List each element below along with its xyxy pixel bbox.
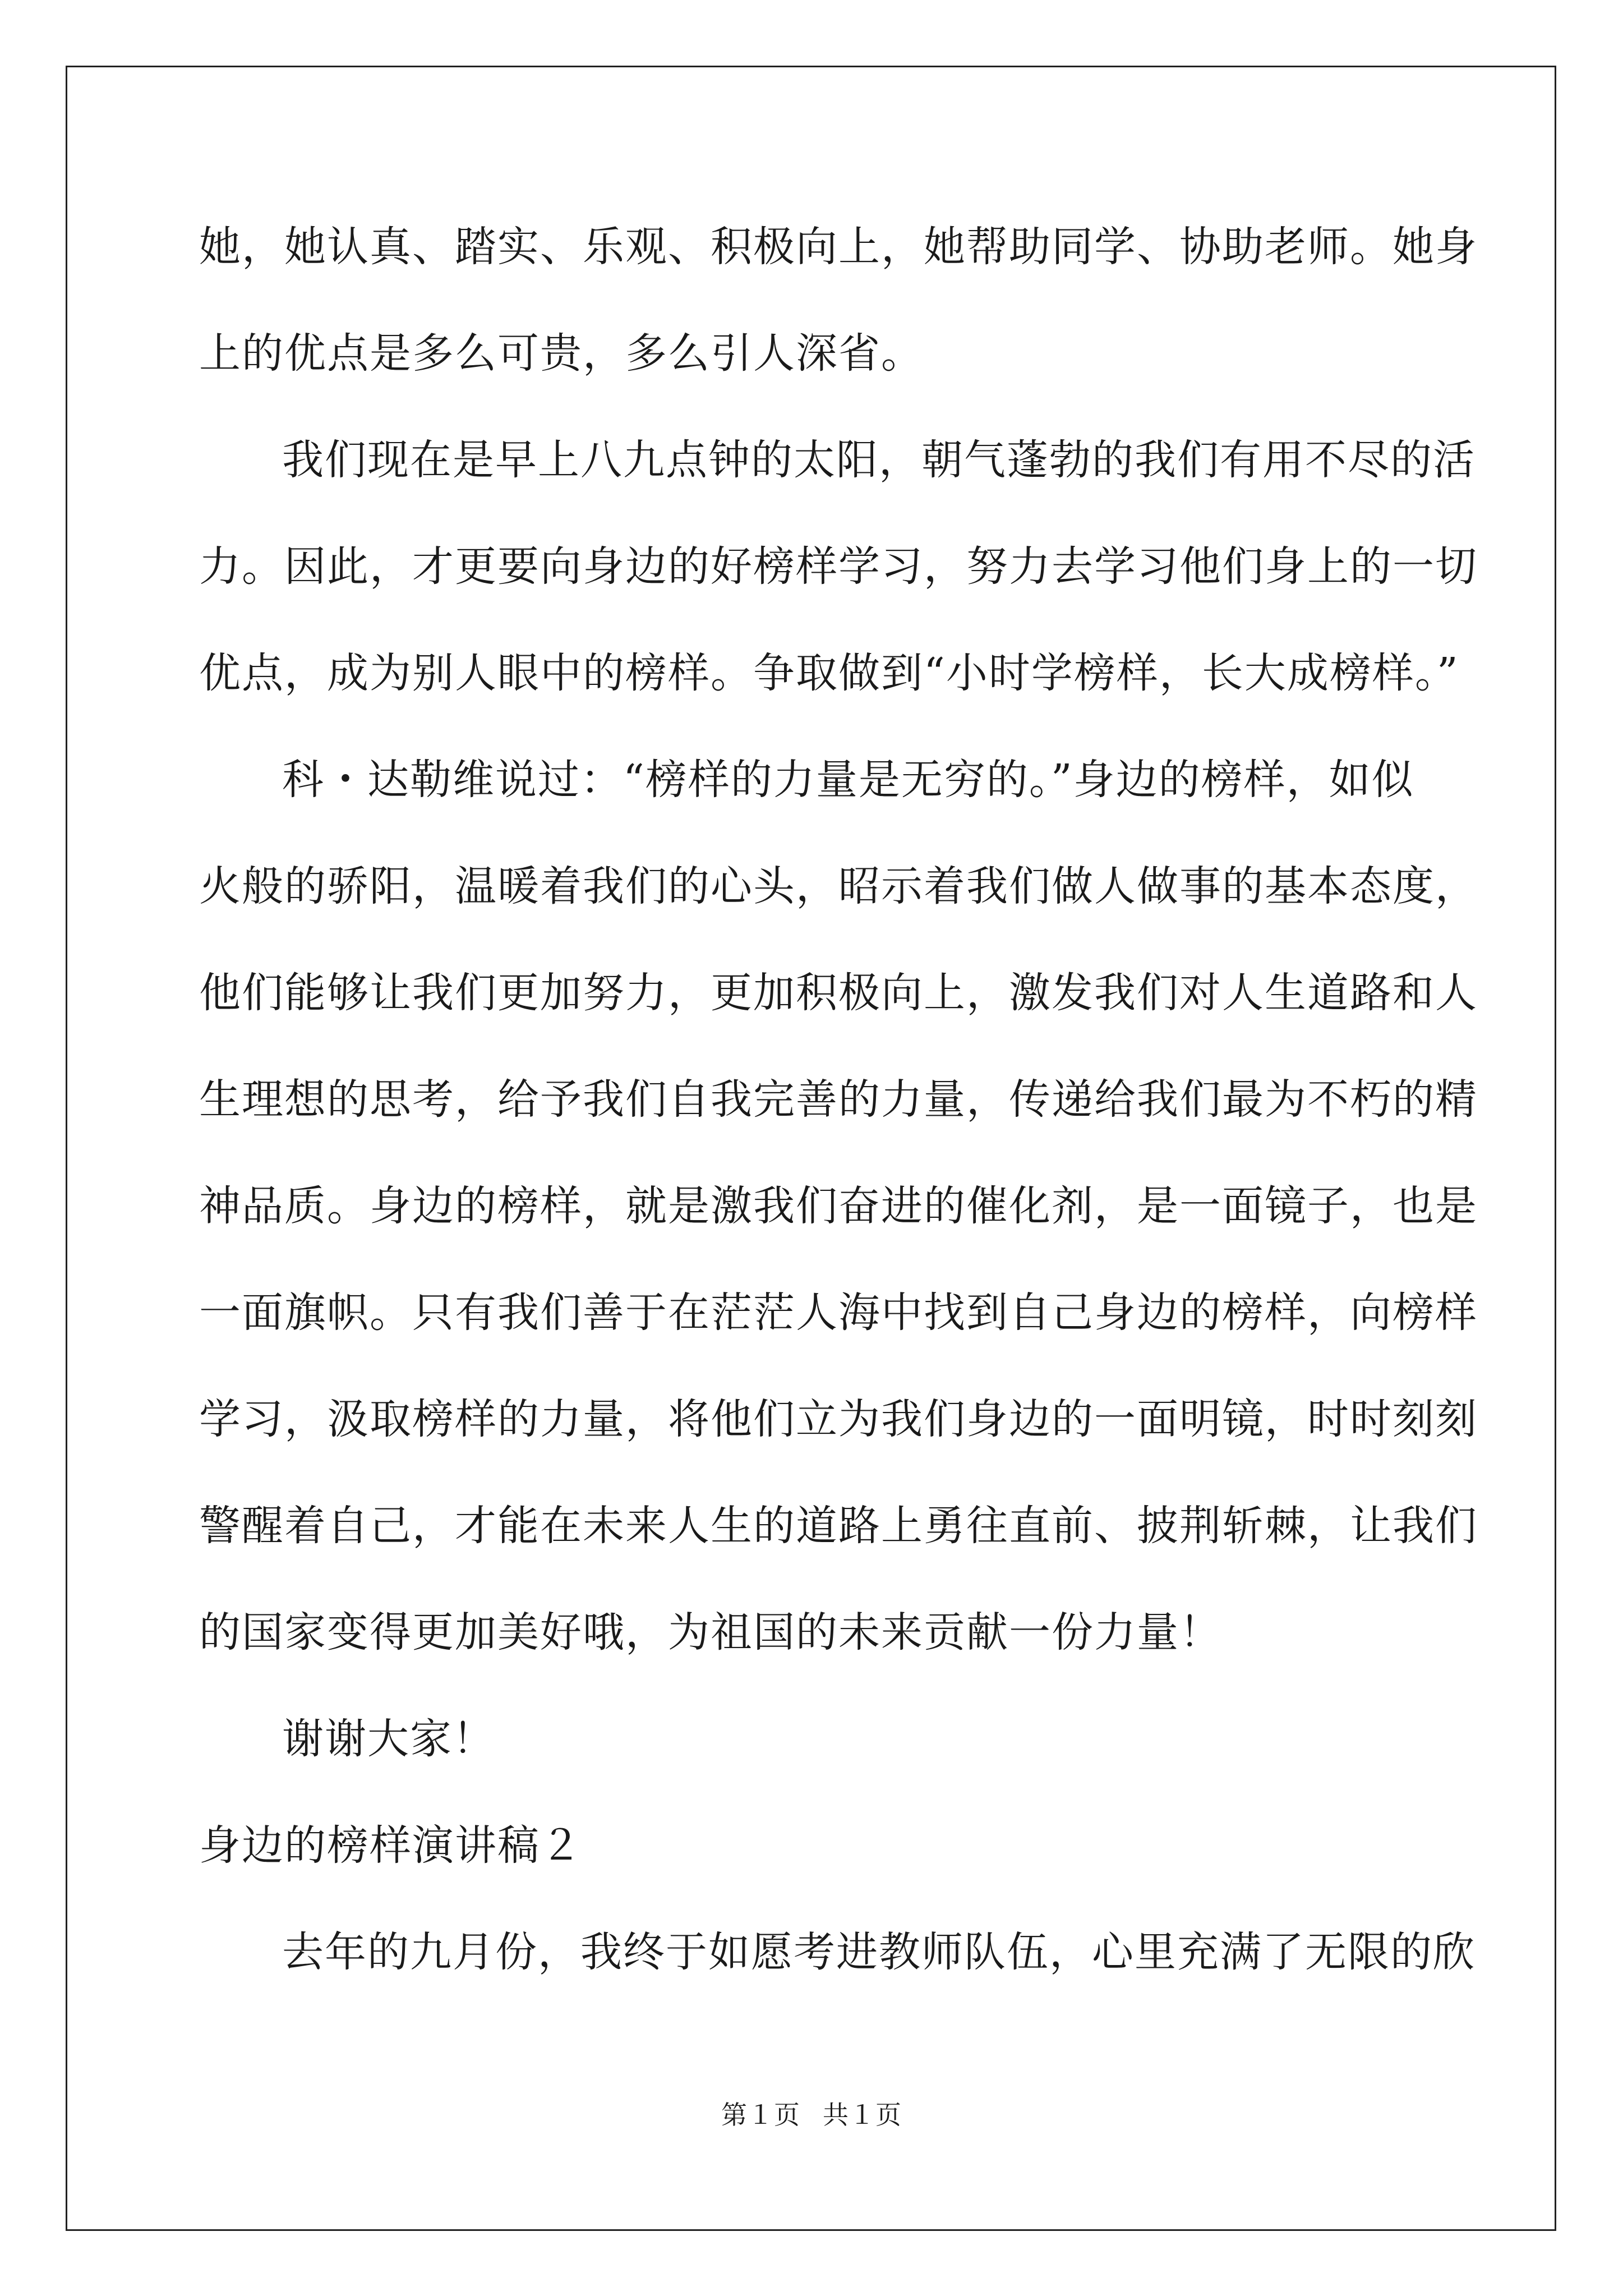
text-line: 火般的骄阳，温暖着我们的心头，昭示着我们做人做事的基本态度， — [199, 862, 1478, 910]
text-line: 神品质。身边的榜样，就是激我们奋进的催化剂，是一面镜子，也是 — [199, 1182, 1478, 1230]
text-line: 科・达勒维说过：“榜样的力量是无穷的。”身边的榜样，如似 — [282, 756, 1414, 804]
page-border — [66, 66, 1556, 2231]
page-number: 第１页 — [721, 2100, 800, 2130]
text-line: 的国家变得更加美好哦，为祖国的未来贡献一份力量！ — [199, 1608, 1222, 1657]
text-line: 学习，汲取榜样的力量，将他们立为我们身边的一面明镜，时时刻刻 — [199, 1395, 1478, 1443]
text-line: 优点，成为别人眼中的榜样。争取做到“小时学榜样，长大成榜样。” — [199, 649, 1459, 697]
page-footer — [0, 2098, 1623, 2132]
text-line: 上的优点是多么可贵，多么引人深省。 — [199, 329, 924, 378]
text-line: 一面旗帜。只有我们善于在茫茫人海中找到自己身边的榜样，向榜样 — [199, 1289, 1478, 1337]
text-line: 生理想的思考，给予我们自我完善的力量，传递给我们最为不朽的精 — [199, 1075, 1478, 1124]
text-line: 警醒着自己，才能在未来人生的道路上勇往直前、披荆斩棘，让我们 — [199, 1502, 1478, 1550]
text-line: 她，她认真、踏实、乐观、积极向上，她帮助同学、协助老师。她身 — [199, 223, 1478, 271]
section-heading: 身边的榜样演讲稿２ — [199, 1821, 583, 1870]
closing-line: 谢谢大家！ — [282, 1715, 495, 1763]
page-total: 共１页 — [823, 2100, 902, 2130]
text-line: 我们现在是早上八九点钟的太阳，朝气蓬勃的我们有用不尽的活 — [282, 436, 1476, 484]
text-line: 他们能够让我们更加努力，更加积极向上，激发我们对人生道路和人 — [199, 969, 1478, 1017]
text-line: 去年的九月份，我终于如愿考进教师队伍，心里充满了无限的欣 — [282, 1928, 1476, 1976]
text-line: 力。因此，才更要向身边的好榜样学习，努力去学习他们身上的一切 — [199, 542, 1478, 591]
